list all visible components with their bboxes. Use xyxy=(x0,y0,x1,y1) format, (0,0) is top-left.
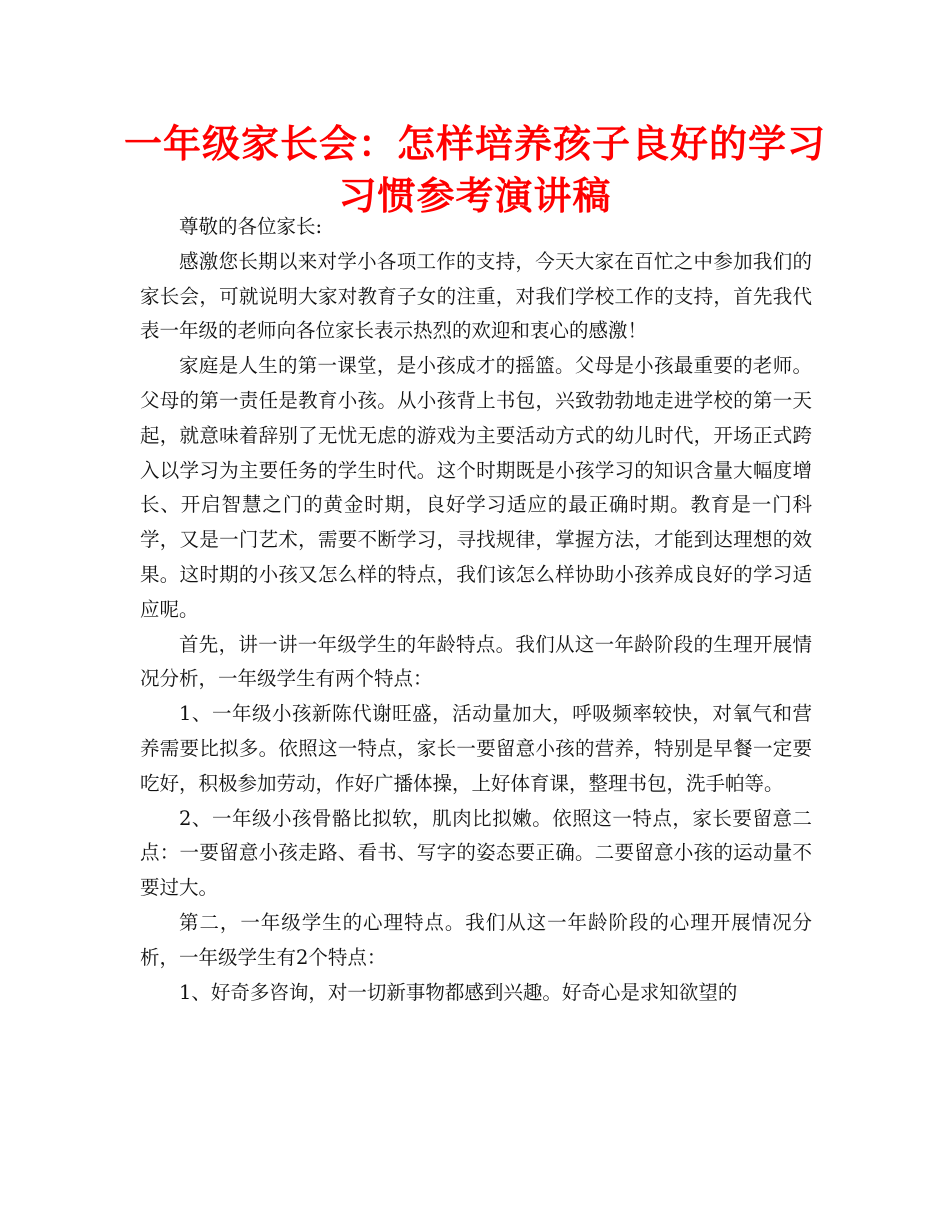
document-body xyxy=(140,210,812,1010)
paragraph-first: 首先，讲一讲一年级学生的年龄特点。我们从这一年龄阶段的生理开展情况分析，一年级学生有两个特点： xyxy=(140,632,812,691)
document-title: 一年级家长会：怎样培养孩子良好的学习习惯参考演讲稿 xyxy=(123,122,826,218)
paragraph-point-1: 1、一年级小孩新陈代谢旺盛，活动量加大，呼吸频率较快，对氧气和营养需要比拟多。依照这一特点，家长一要留意小孩的营养，特别是早餐一定要吃好，积极参加劳动，作好广播体操，上好体育课，整理书包，洗手帕等。 xyxy=(140,702,812,795)
paragraph-curiosity: 1、好奇多咨询，对一切新事物都感到兴趣。好奇心是求知欲望的 xyxy=(179,980,738,1004)
paragraph-point-2: 2、一年级小孩骨骼比拟软，肌肉比拟嫩。依照这一特点，家长要留意二点：一要留意小孩走路、看书、写字的姿态要正确。二要留意小孩的运动量不要过大。 xyxy=(140,806,812,900)
paragraph-family: 家庭是人生的第一课堂，是小孩成才的摇篮。父母是小孩最重要的老师。父母的第一责任是教育小孩。从小孩背上书包，兴致勃勃地走进学校的第一天起，就意味着辞别了无忧无虑的游戏为主要活动方式的幼儿时代，开场正式跨入以学习为主要任务的学生时代。这个时期既是小孩学习的知识含量大幅度增长、开启智慧之门的黄金时期，良好学习适应的最正确时期。教育是一门科学，又是一门艺术，需要不断学习，寻找规律，掌握方法，才能到达理想的效果。这时期的小孩又怎么样的特点，我们该怎么样协助小孩养成良好的学习适应呢。 xyxy=(140,354,812,621)
paragraph-second: 第二，一年级学生的心理特点。我们从这一年龄阶段的心理开展情况分析，一年级学生有2个特点： xyxy=(140,910,812,969)
paragraph-thanks: 感激您长期以来对学小各项工作的支持，今天大家在百忙之中参加我们的家长会，可就说明大家对教育子女的注重，对我们学校工作的支持，首先我代表一年级的老师向各位家长表示热烈的欢迎和衷心的感激！ xyxy=(140,249,812,343)
salutation: 尊敬的各位家长: xyxy=(179,215,323,238)
